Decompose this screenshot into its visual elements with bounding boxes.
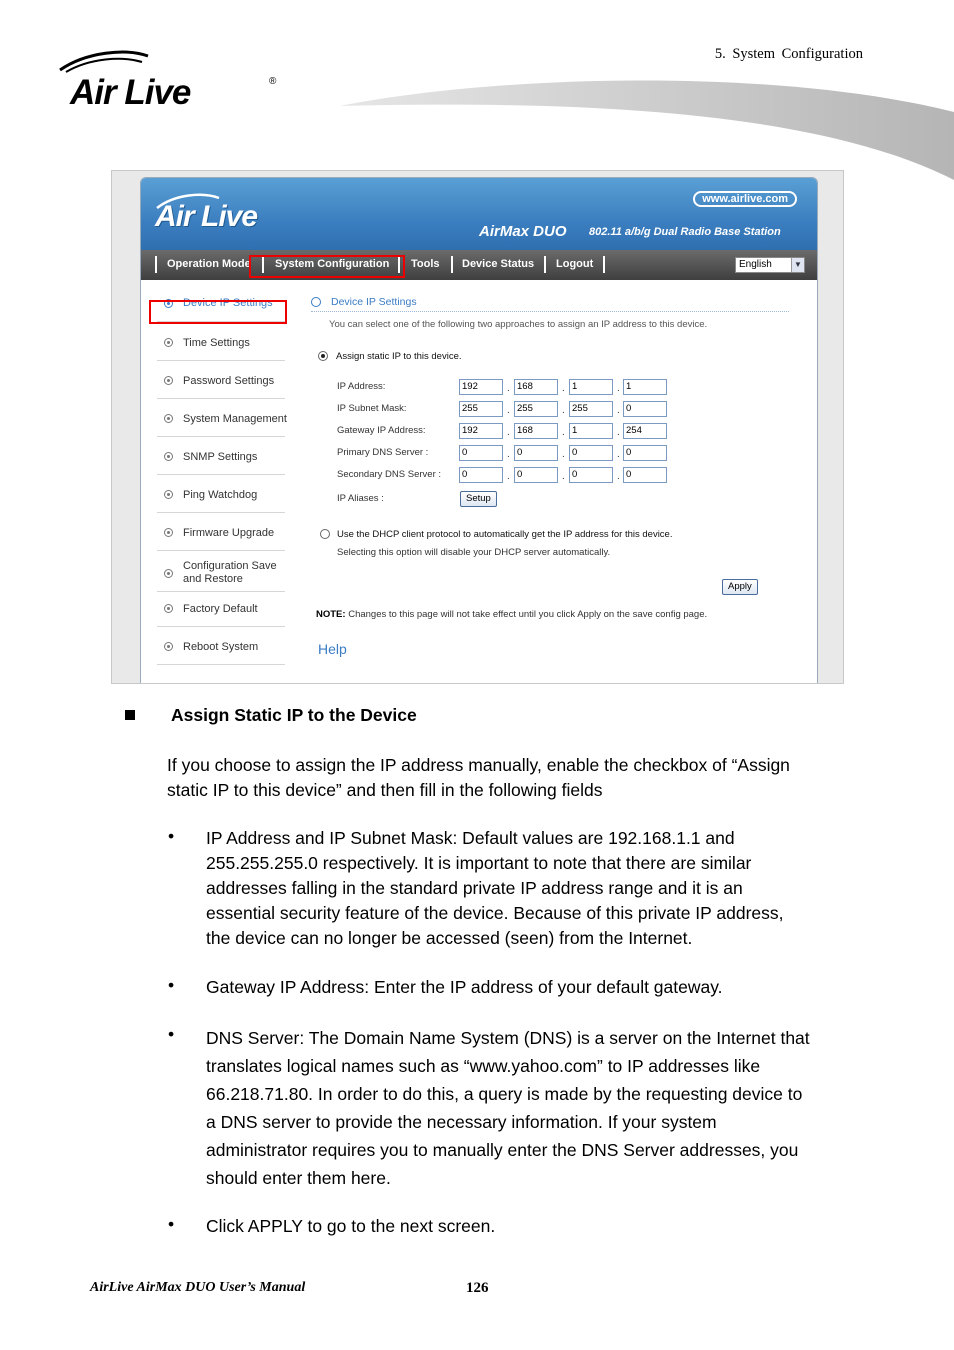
circle-bullet-icon [164,376,173,385]
sidebar-item-snmp-settings[interactable] [157,447,285,475]
sidebar-item-label: Reboot System [183,641,259,653]
airlive-logo [56,48,280,112]
sidebar-item-label: Ping Watchdog [183,489,258,501]
octet-dot: . [617,405,620,416]
nav-separator [544,256,546,273]
nav-tools[interactable]: Tools [411,258,440,270]
apply-button[interactable]: Apply [722,579,758,595]
secondary-dns-octet-4[interactable]: 0 [623,467,667,483]
router-nav-bar [141,250,818,280]
chevron-down-icon: ▼ [791,258,804,272]
language-select[interactable] [735,257,805,273]
bullet-dot-icon: • [168,826,175,846]
nav-system-configuration[interactable]: System Configuration [275,258,390,270]
nav-device-status[interactable]: Device Status [462,258,535,270]
language-value: English [739,259,772,270]
nav-separator [155,256,157,273]
ip-address-octet-1[interactable]: 192 [459,379,503,395]
text-line: addresses falling in the standard private IP address range and it is an [206,878,743,898]
subnet-mask-octet-2[interactable]: 255 [514,401,558,417]
static-ip-radio[interactable] [318,351,328,361]
secondary-dns-octet-2[interactable]: 0 [514,467,558,483]
circle-bullet-icon [164,452,173,461]
note-body: Changes to this page will not take effect until you click Apply on the save config page. [345,609,708,620]
octet-dot: . [507,405,510,416]
text-line: administrator requires you to manually enter the DNS Server addresses, you [206,1140,799,1160]
secondary-dns-octet-3[interactable]: 0 [569,467,613,483]
dhcp-label: Use the DHCP client protocol to automatically get the IP address for this device. [337,529,673,540]
text-line: essential security feature of the device. Because of this private IP address, [206,903,784,923]
circle-bullet-icon [164,414,173,423]
sidebar-item-time-settings[interactable] [157,333,285,361]
sidebar-item-factory-default[interactable] [157,599,285,627]
text-line: a DNS server to provide the necessary information. If your system [206,1112,717,1132]
router-ui-screenshot [111,170,844,684]
octet-dot: . [507,449,510,460]
section-divider [311,311,789,312]
bullet-dot-icon: • [168,1214,175,1234]
nav-separator [603,256,605,273]
secondary-dns-label: Secondary DNS Server : [337,469,442,480]
ip-address-octet-4[interactable]: 1 [623,379,667,395]
octet-dot: . [617,471,620,482]
octet-dot: . [617,449,620,460]
circle-bullet-icon [164,338,173,347]
intro-paragraph [167,753,790,803]
nav-logout[interactable]: Logout [556,258,594,270]
router-web-ui [140,177,818,684]
sidebar-item-configuration-save-restore[interactable] [157,558,285,592]
square-bullet-icon [125,710,135,720]
router-banner [141,178,818,250]
octet-dot: . [562,471,565,482]
octet-dot: . [562,383,565,394]
text-line: DNS Server: The Domain Name System (DNS) is a server on the Internet that [206,1028,810,1048]
octet-dot: . [507,471,510,482]
gateway-octet-2[interactable]: 168 [514,423,558,439]
router-url-badge[interactable]: www.airlive.com [693,191,797,207]
sidebar-item-label: Device IP Settings [183,297,273,309]
sidebar-item-label: SNMP Settings [183,451,258,463]
circle-bullet-icon [164,604,173,613]
footer-manual-title: AirLive AirMax DUO User’s Manual [90,1280,306,1295]
router-product-name: AirMax DUO [479,223,567,240]
text-line: IP Address and IP Subnet Mask: Default values are 192.168.1.1 and [206,828,735,848]
nav-operation-mode[interactable]: Operation Mode [167,258,251,270]
note-text [316,609,707,620]
sidebar-item-reboot-system[interactable] [157,637,285,665]
bullet-dns-server [206,1024,810,1192]
octet-dot: . [562,427,565,438]
circle-bullet-icon [164,528,173,537]
secondary-dns-octet-1[interactable]: 0 [459,467,503,483]
section-title-icon [311,297,321,307]
ip-address-label: IP Address: [337,381,386,392]
bullet-apply: Click APPLY to go to the next screen. [206,1216,496,1236]
octet-dot: . [507,383,510,394]
octet-dot: . [562,449,565,460]
router-product-desc: 802.11 a/b/g Dual Radio Base Station [589,226,781,238]
sidebar-item-label: Time Settings [183,337,250,349]
octet-dot: . [617,427,620,438]
router-logo-text: Air Live [155,200,258,233]
chapter-title: 5. System Configuration [714,46,863,62]
sidebar-item-label: Firmware Upgrade [183,527,275,539]
sidebar-item-ping-watchdog[interactable] [157,485,285,513]
text-line: static IP to this device” and then fill in the following fields [167,780,603,800]
sidebar-item-label: System Management [183,413,287,425]
bullet-gateway: Gateway IP Address: Enter the IP address of your default gateway. [206,977,723,997]
dhcp-radio[interactable] [320,529,330,539]
gateway-octet-1[interactable]: 192 [459,423,503,439]
octet-dot: . [617,383,620,394]
circle-bullet-icon [164,569,173,578]
primary-dns-octet-3[interactable]: 0 [569,445,613,461]
note-prefix: NOTE: [316,609,346,620]
subnet-mask-octet-4[interactable]: 0 [623,401,667,417]
sidebar-item-label-line2: and Restore [183,573,243,585]
primary-dns-octet-4[interactable]: 0 [623,445,667,461]
logo-text: Air Live [70,73,191,112]
dhcp-note: Selecting this option will disable your DHCP server automatically. [337,547,611,558]
text-line: 66.218.71.80. In order to do this, a query is made by the requesting device to [206,1084,803,1104]
sidebar-item-firmware-upgrade[interactable] [157,523,285,551]
sidebar-item-system-management[interactable] [157,409,285,437]
octet-dot: . [562,405,565,416]
setup-button[interactable]: Setup [460,491,497,507]
gateway-octet-3[interactable]: 1 [569,423,613,439]
primary-dns-octet-2[interactable]: 0 [514,445,558,461]
highlight-box-system-configuration [249,255,405,278]
circle-bullet-icon [164,642,173,651]
text-line: 255.255.255.0 respectively. It is important to note that there are similar [206,853,752,873]
section-intro: You can select one of the following two approaches to assign an IP address to this device. [329,319,708,330]
primary-dns-octet-1[interactable]: 0 [459,445,503,461]
ip-address-octet-2[interactable]: 168 [514,379,558,395]
section-title: Device IP Settings [331,296,417,308]
text-line: translates logical names such as “www.yahoo.com” to IP addresses like [206,1056,761,1076]
subnet-mask-octet-3[interactable]: 255 [569,401,613,417]
text-line: the device can no longer be accessed (seen) from the Internet. [206,928,693,948]
gateway-octet-4[interactable]: 254 [623,423,667,439]
bullet-ip-address [206,826,784,951]
sidebar-item-label: Password Settings [183,375,275,387]
sidebar-item-password-settings[interactable] [157,371,285,399]
text-line: If you choose to assign the IP address manually, enable the checkbox of “Assign [167,755,790,775]
subnet-mask-octet-1[interactable]: 255 [459,401,503,417]
footer-page-number: 126 [466,1280,489,1296]
logo-registered-mark: ® [269,76,277,87]
highlight-box-device-ip-settings [149,300,287,324]
sidebar-item-label-line1: Configuration Save [183,560,277,572]
octet-dot: . [507,427,510,438]
section-heading: Assign Static IP to the Device [171,705,417,725]
ip-aliases-label: IP Aliases : [337,493,384,504]
circle-bullet-icon [164,490,173,499]
nav-separator [451,256,453,273]
sidebar-item-label: Factory Default [183,603,258,615]
bullet-dot-icon: • [168,1024,175,1044]
help-link[interactable]: Help [318,641,347,657]
primary-dns-label: Primary DNS Server : [337,447,429,458]
bullet-dot-icon: • [168,975,175,995]
static-ip-label: Assign static IP to this device. [336,351,462,362]
ip-address-octet-3[interactable]: 1 [569,379,613,395]
text-line: should enter them here. [206,1168,391,1188]
gateway-label: Gateway IP Address: [337,425,426,436]
subnet-mask-label: IP Subnet Mask: [337,403,407,414]
